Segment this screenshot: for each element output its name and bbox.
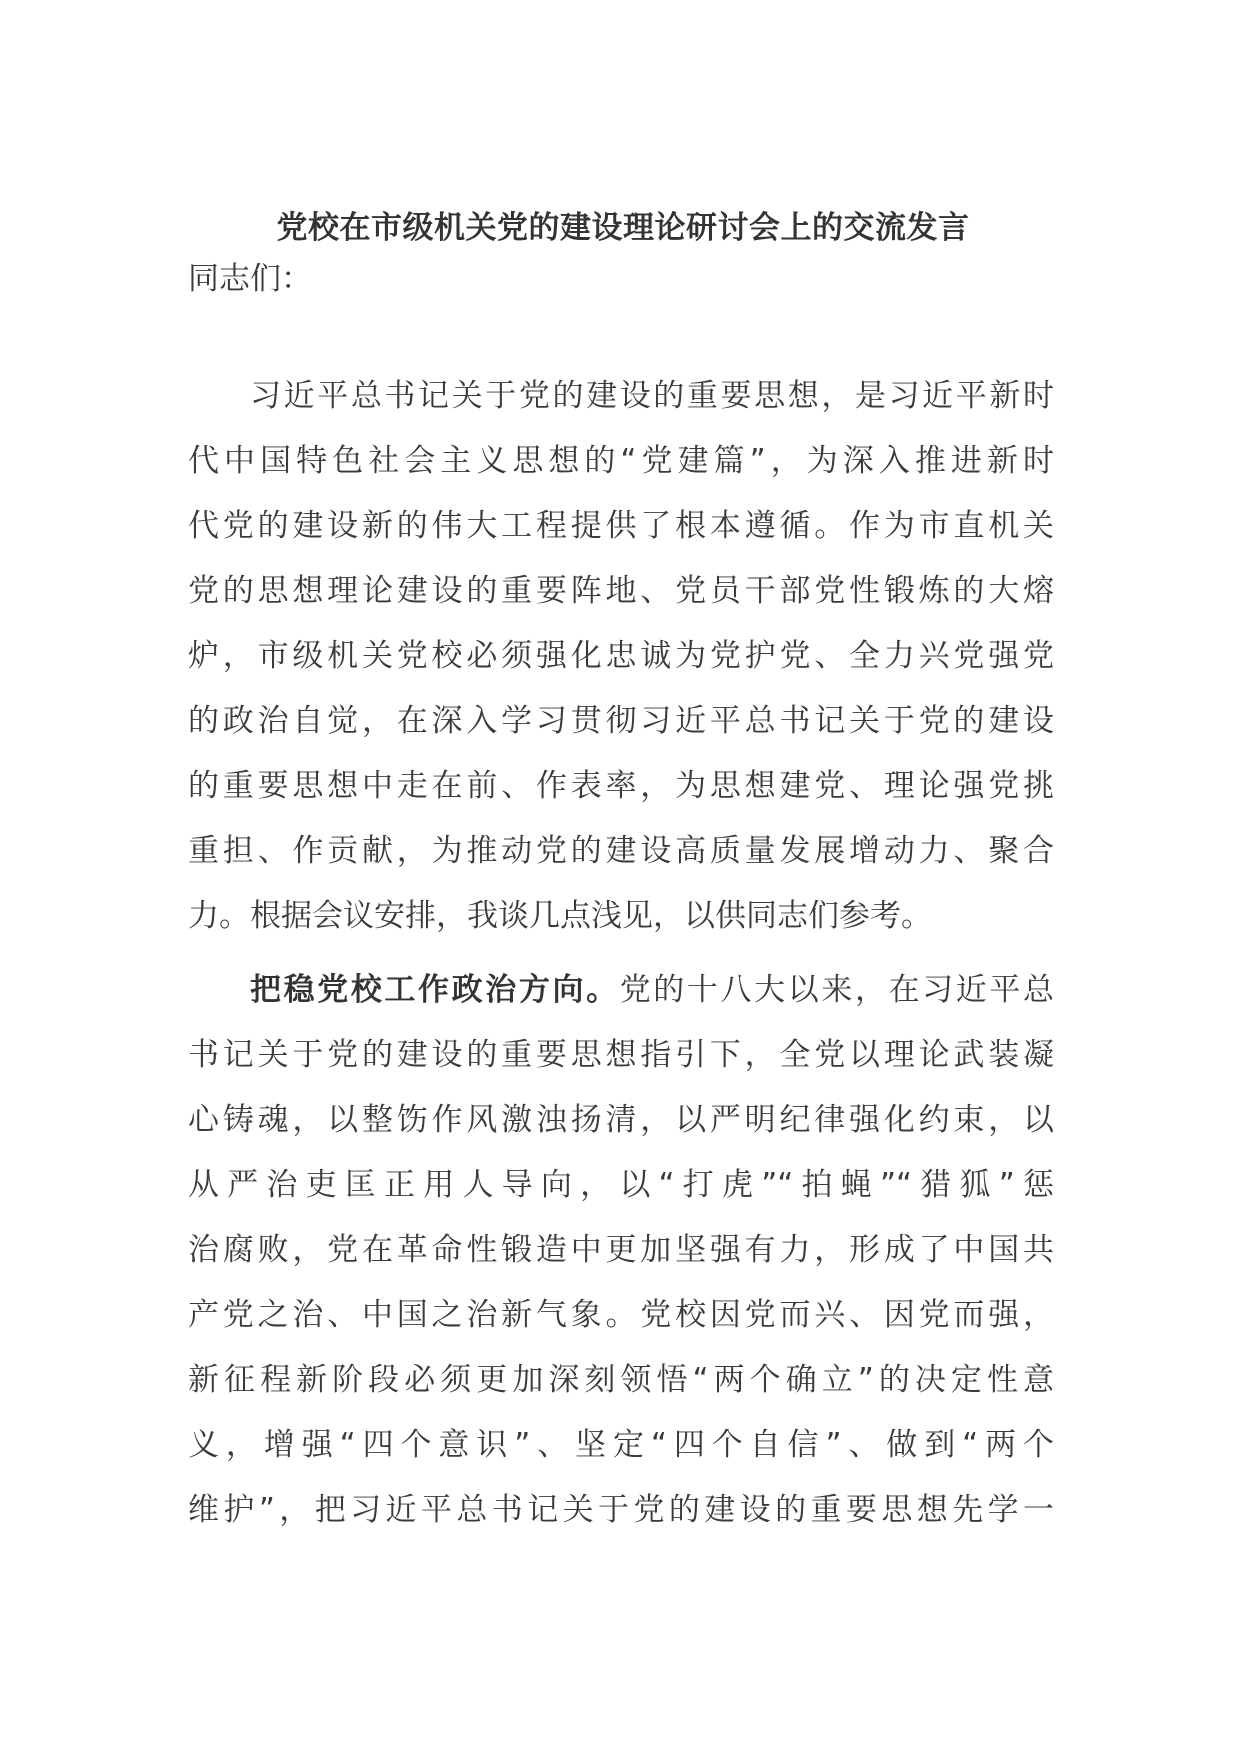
paragraph-line: 义，增强“四个意识”、坚定“四个自信”、做到“两个 — [188, 1427, 1054, 1463]
paragraph-1 — [188, 364, 1054, 949]
paragraph-line: 新征程新阶段必须更加深刻领悟“两个确立”的决定性意 — [188, 1362, 1054, 1398]
paragraph-line: 力。根据会议安排，我谈几点浅见，以供同志们参考。 — [188, 898, 932, 934]
paragraph-line: 书记关于党的建设的重要思想指引下，全党以理论武装凝 — [188, 1037, 1054, 1073]
paragraph-line: 代中国特色社会主义思想的“党建篇”，为深入推进新时 — [188, 443, 1054, 479]
paragraph-line: 党的思想理论建设的重要阵地、党员干部党性锻炼的大熔 — [188, 573, 1054, 609]
paragraph-first-line — [188, 958, 1054, 1023]
section-heading: 把稳党校工作政治方向。 — [250, 972, 620, 1008]
document-title: 党校在市级机关党的建设理论研讨会上的交流发言 — [276, 210, 970, 246]
paragraph-2 — [188, 958, 1054, 1543]
paragraph-line-text: 党的十八大以来，在习近平总 — [619, 972, 1055, 1008]
paragraph-line: 心铸魂，以整饬作风激浊扬清，以严明纪律强化约束，以 — [188, 1102, 1054, 1138]
paragraph-line: 治腐败，党在革命性锻造中更加坚强有力，形成了中国共 — [188, 1232, 1054, 1268]
paragraph-line: 习近平总书记关于党的建设的重要思想，是习近平新时 — [250, 378, 1054, 414]
paragraph-line: 重担、作贡献，为推动党的建设高质量发展增动力、聚合 — [188, 833, 1054, 869]
paragraph-line: 炉，市级机关党校必须强化忠诚为党护党、全力兴党强党 — [188, 638, 1054, 674]
paragraph-line: 维护”，把习近平总书记关于党的建设的重要思想先学一 — [188, 1492, 1054, 1528]
paragraph-line: 产党之治、中国之治新气象。党校因党而兴、因党而强， — [188, 1297, 1054, 1333]
paragraph-line: 的重要思想中走在前、作表率，为思想建党、理论强党挑 — [188, 768, 1054, 804]
paragraph-line: 的政治自觉，在深入学习贯彻习近平总书记关于党的建设 — [188, 703, 1054, 739]
paragraph-line: 代党的建设新的伟大工程提供了根本遵循。作为市直机关 — [188, 508, 1054, 544]
salutation: 同志们： — [188, 261, 312, 297]
paragraph-line: 从严治吏匡正用人导向，以“打虎”“拍蝇”“猎狐”惩 — [188, 1167, 1054, 1203]
